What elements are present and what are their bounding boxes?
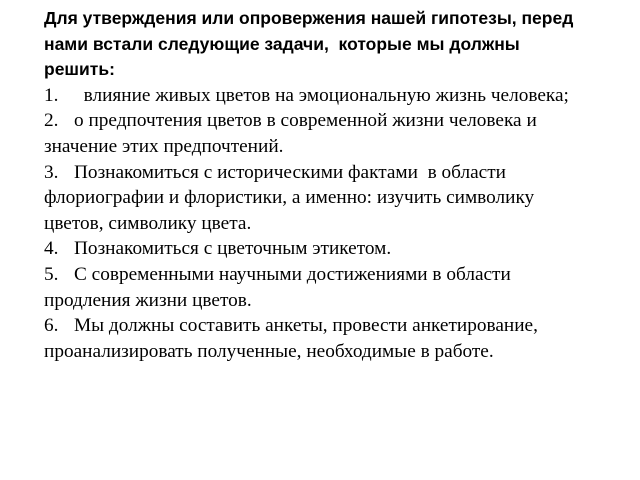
task-item [44, 83, 590, 109]
task-text: Мы должны составить анкеты, провести анкетирование, проанализировать полученные, необходимые в работе. [44, 315, 543, 362]
task-number: 5. [44, 263, 59, 285]
task-item [44, 262, 590, 313]
task-number: 3. [44, 161, 59, 183]
task-item [44, 108, 590, 159]
task-text: С современными научными достижениями в области продления жизни цветов. [44, 263, 516, 311]
task-number: 2. [44, 110, 59, 132]
task-text: Познакомиться с цветочным этикетом. [74, 238, 392, 260]
task-number: 1. [44, 84, 59, 106]
task-text: о предпочтения цветов в современной жизни человека и значение этих предпочтений. [44, 110, 542, 157]
task-number: 6. [44, 315, 59, 337]
task-number: 4. [44, 238, 59, 260]
task-item [44, 236, 590, 262]
slide-heading: Для утверждения или опровержения нашей гипотезы, перед нами встали следующие задачи, которые мы должны решить: [44, 8, 579, 80]
task-item [44, 160, 590, 237]
task-text: Познакомиться с историческими фактами в области флориографии и флористики, а именно: изучить символику цветов, символику цвета. [44, 161, 540, 234]
task-list [44, 83, 590, 365]
task-item [44, 313, 590, 364]
task-text: влияние живых цветов на эмоциональную жизнь человека; [74, 84, 569, 106]
